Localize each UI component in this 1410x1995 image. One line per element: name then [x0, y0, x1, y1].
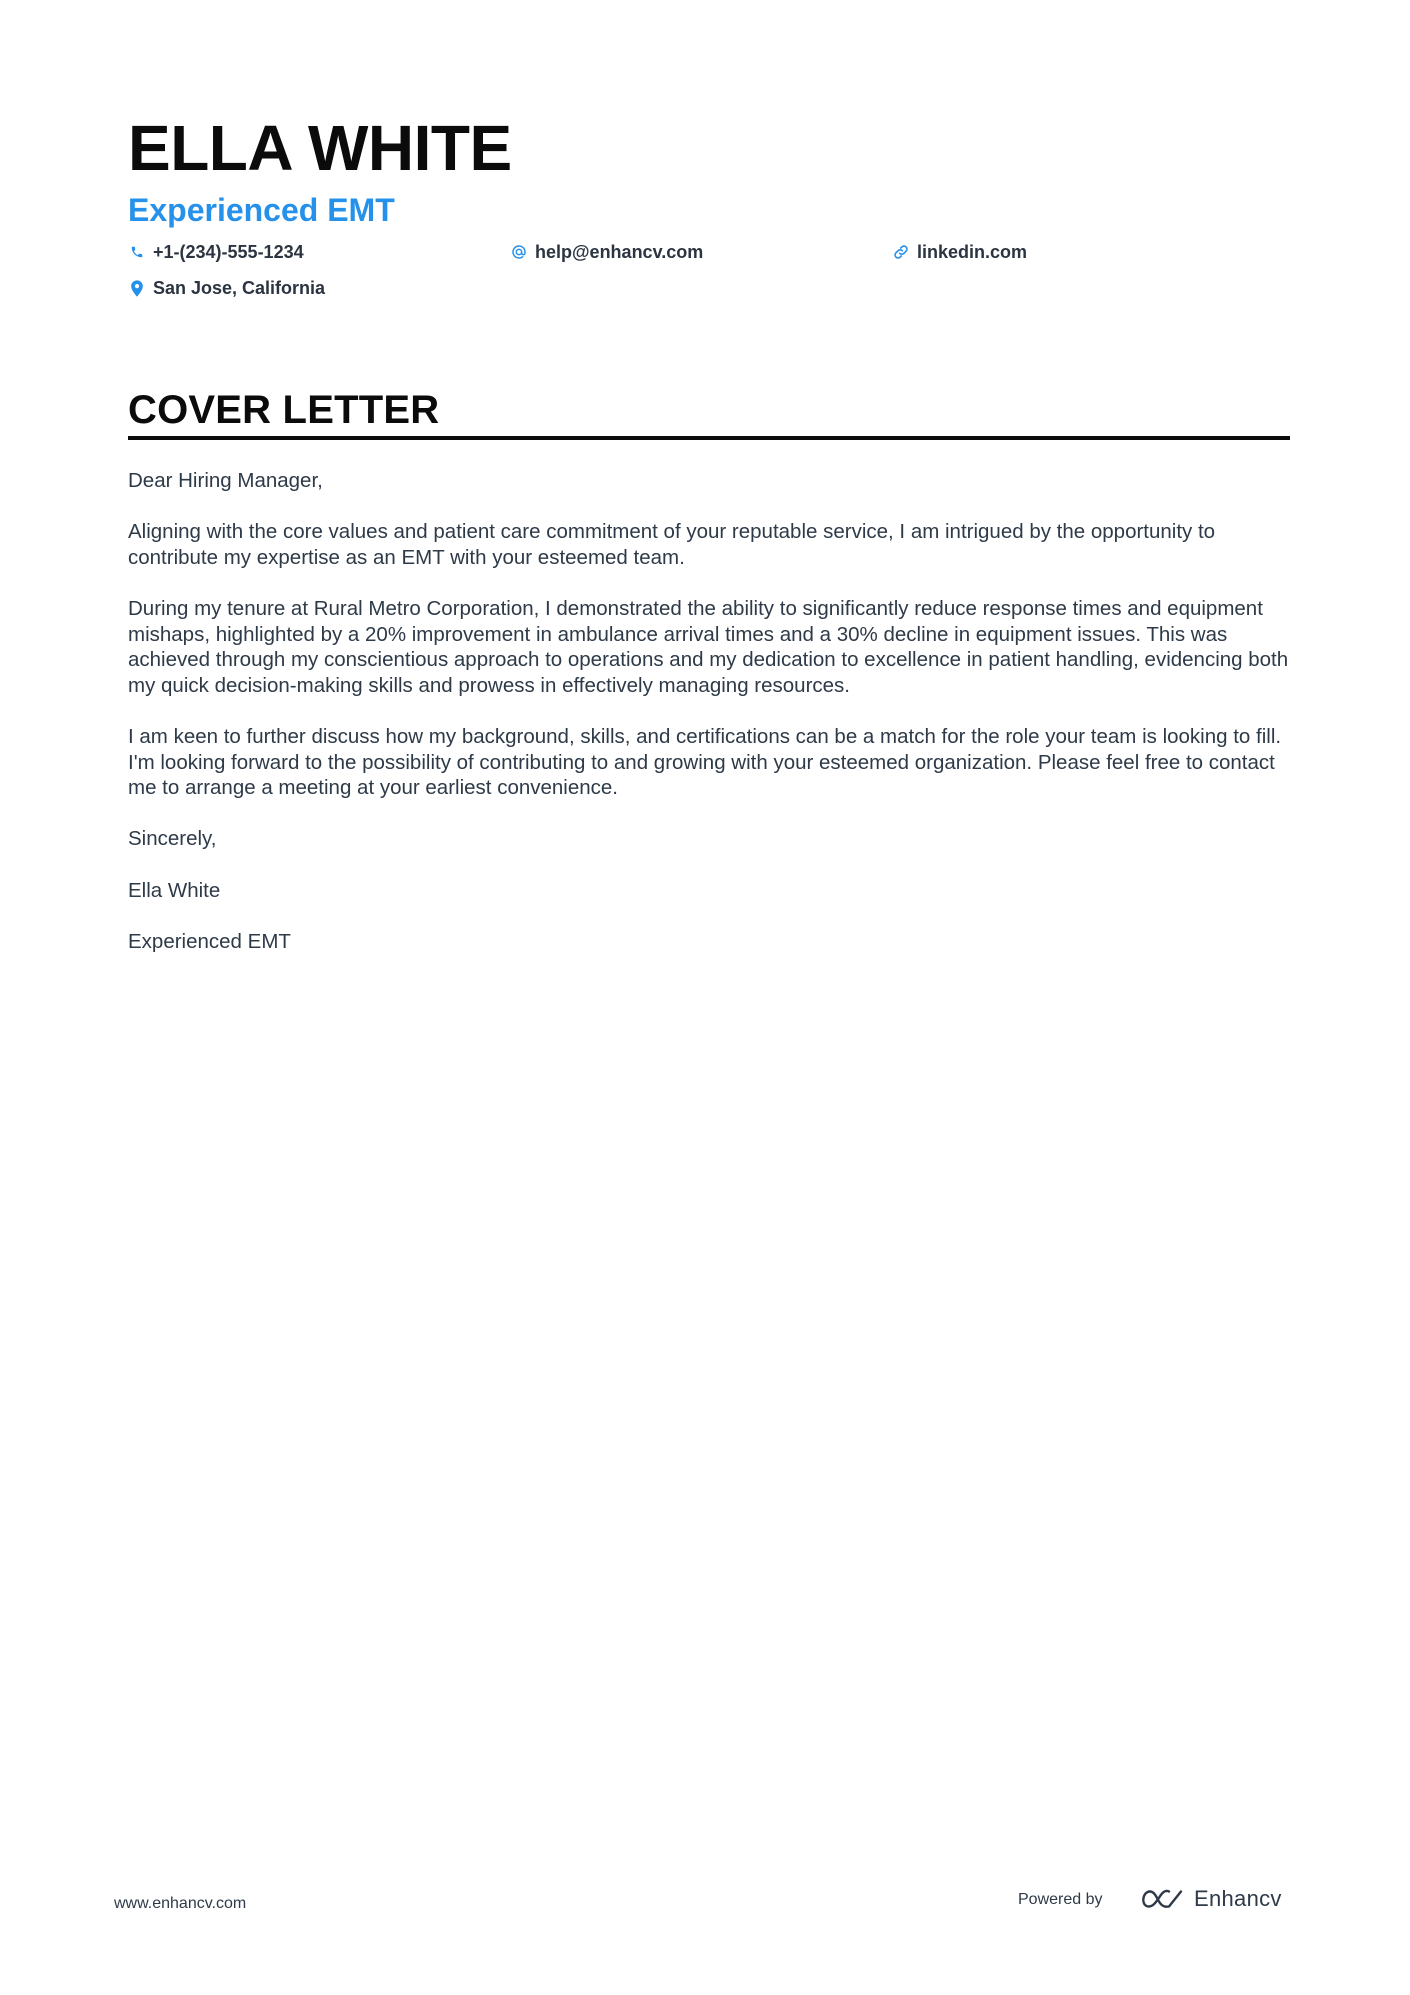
at-icon	[510, 243, 528, 261]
contact-location	[128, 276, 325, 300]
phone-text[interactable]: +1-(234)-555-1234	[153, 242, 304, 262]
location-pin-icon	[128, 279, 146, 297]
brand-logo[interactable]	[1138, 1885, 1282, 1913]
signature-name: Ella White	[128, 878, 221, 902]
enhancv-logo-icon	[1138, 1887, 1184, 1911]
contact-phone	[128, 240, 304, 264]
letter-greeting: Dear Hiring Manager,	[128, 469, 323, 492]
brand-name: Enhancv	[1194, 1886, 1282, 1911]
signature-title: Experienced EMT	[128, 929, 291, 953]
contact-link	[892, 240, 1027, 264]
link-icon	[892, 243, 910, 261]
email-text[interactable]: help@enhancv.com	[535, 242, 704, 262]
footer-url[interactable]: www.enhancv.com	[114, 1895, 247, 1912]
letter-body	[128, 468, 1290, 980]
candidate-name: ELLA WHITE	[128, 112, 512, 184]
letter-paragraph: I am keen to further discuss how my background, skills, and certifications can be a match for the role your team is looking to fill. I'm looking forward to the possibility of contributing to and growing with your esteemed organization. Please feel free to contact me to arrange a meeting at your earliest convenience.	[128, 724, 1282, 800]
letter-closing: Sincerely,	[128, 827, 217, 851]
candidate-role: Experienced EMT	[128, 192, 395, 228]
letter-paragraph: Aligning with the core values and patient care commitment of your reputable service, I am intrigued by the opportunity to contribute my expertise as an EMT with your esteemed team.	[128, 520, 1216, 569]
link-text[interactable]: linkedin.com	[917, 242, 1028, 262]
section-divider	[128, 436, 1290, 440]
contact-email	[510, 240, 703, 264]
letter-paragraph: During my tenure at Rural Metro Corporation, I demonstrated the ability to significantly reduce response times and equipment mishaps, highlighted by a 20% improvement in ambulance arrival times and a 30% decline in equipment issues. This was achieved through my conscientious approach to operations and my dedication to excellence in patient handling, evidencing both my quick decision-making skills and prowess in effectively managing resources.	[128, 596, 1289, 697]
phone-icon	[128, 243, 146, 261]
powered-by-label: Powered by	[1018, 1891, 1103, 1908]
location-text: San Jose, California	[153, 278, 326, 298]
section-title: COVER LETTER	[128, 388, 440, 432]
